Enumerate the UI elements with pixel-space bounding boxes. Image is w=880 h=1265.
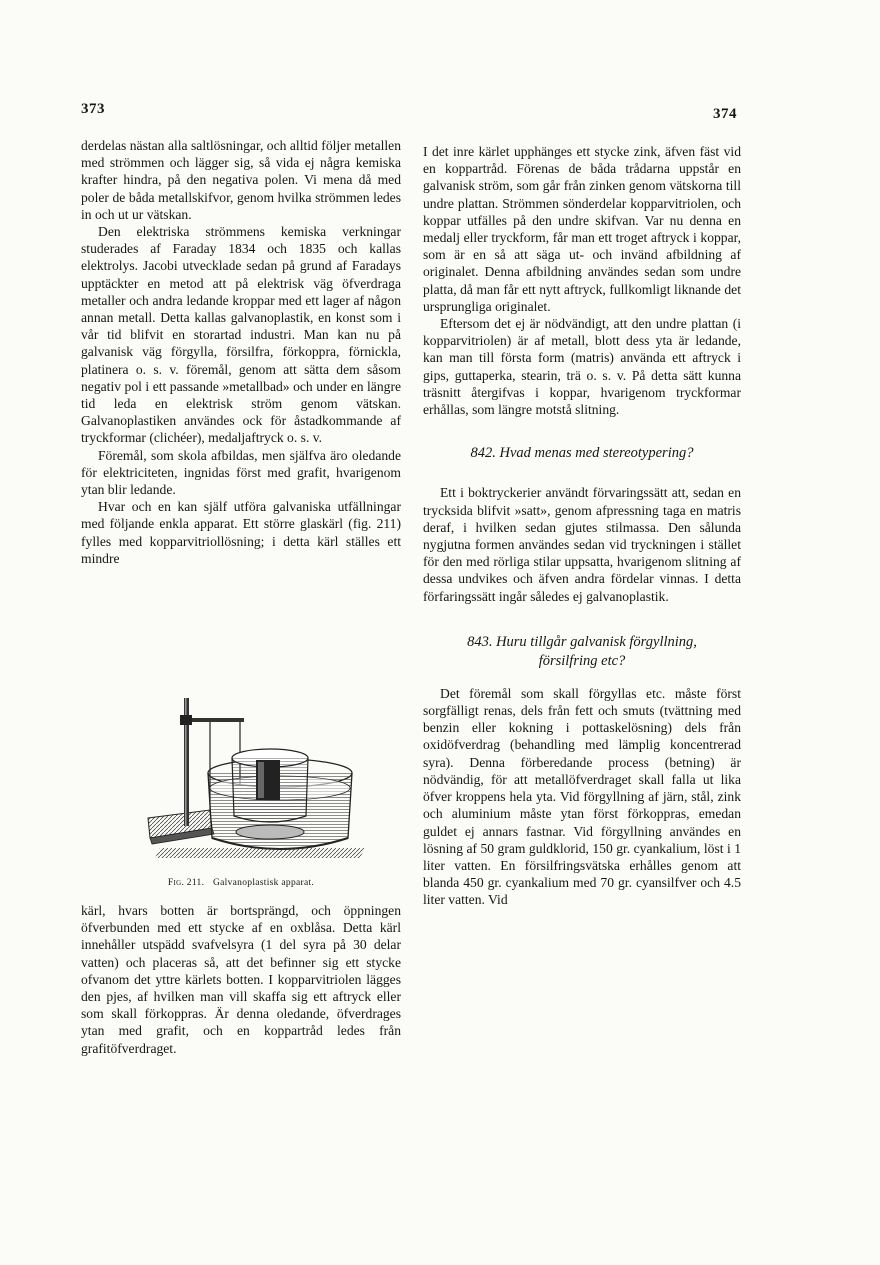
- page-number-left: 373: [81, 101, 105, 117]
- paragraph: Hvar och en kan själf utföra galvaniska utfällningar med följande enkla apparat. Ett större glaskärl (fig. 211) fylles med kopparvitriollösning; i detta kärl ställes ett mindre: [81, 499, 401, 566]
- paragraph: kärl, hvars botten är bortsprängd, och öppningen öfverbunden med ett stycke af en oxblåsa. Detta kärl innehåller utspädd svafvelsyra (1 del syra på 30 delar vatten) och placeras så, att det befinner sig ett stycke ofvanom det yttre kärlets botten. I kopparvitriolen lägges den pjes, af hvilken man vill skaffa sig ett aftryck eller som skall förkoppras. Är denna oledande, öfverdrages ytan med grafit, och en koppartråd ledes från grafitöfverdraget.: [81, 903, 401, 1056]
- paragraph: derdelas nästan alla saltlösningar, och alltid följer metallen med strömmen och lägger sig, så vida ej några kemiska krafter hindra, på den negativa polen. Vi mena då med poler de båda metallskifvor, genom hvilka strömmen ledes in och ut ur vätskan.: [81, 138, 401, 222]
- right-column: [423, 143, 741, 909]
- paragraph: Ett i boktryckerier användt förvaringssätt att, sedan en trycksida blifvit »satt», genom afpressning taga en matris deraf, i hvilken sedan gjutes stilmassa. Den sålunda nygjutna formen användes sedan vid tryckningen i stället för den med rörliga stilar uppsatta, hvarigenom slitning af dessa undvikes och äfven andra fördelar vinnas. I detta förfaringssätt ingår således ej galvanoplastik.: [423, 485, 741, 604]
- heading-line: försilfring etc?: [538, 652, 626, 669]
- left-column-top: [81, 137, 401, 567]
- figure-galvanoplastic-apparatus: [140, 688, 370, 873]
- paragraph: Det föremål som skall förgyllas etc. måste först sorgfälligt renas, dels från fett och smuts (tvättning med benzin eller kokning i pottaskelösning) dels från oxidöfverdrag (behandling med lämplig koncentrerad syra). Denna förberedande process (betning) är nödvändig, för att metallöfverdraget skall falla ut lika öfver kroppens hela yta. Vid förgyllning af järn, stål, zink och aluminium måste ytan först förkoppras, emedan guldet ej annars fastnar. Vid förgyllning användes en lösning af 50 gram guldklorid, 150 gr. cyankalium, löst i 1 liter vatten. En försilfringsvätska erhålles genom att blanda 450 gr. cyankalium med 70 gr. cyansilfver och 4.5 liter vatten. Vid: [423, 685, 741, 908]
- left-column-bottom: [81, 902, 401, 1057]
- paragraph: Föremål, som skola afbildas, men själfva äro oledande för elektriciteten, ingnidas först med grafit, hvarigenom ytan blir ledande.: [81, 447, 401, 498]
- figure-number: Fig. 211.: [167, 878, 205, 888]
- section-heading-843: [423, 633, 741, 671]
- paragraph: Den elektriska strömmens kemiska verkningar studerades af Faraday 1834 och 1835 och kallas elektrolys. Jacobi utvecklade sedan på grund af Faradays upptäckter en metod att på elektrisk väg öfverdraga metaller och andra ledande kroppar med ett lager af någon annan metall. Detta kallas galvanoplastik, en konst som i vår tid blifvit en storartad industri. Man kan nu på galvanisk väg förgylla, försilfra, förkoppra, förnickla, platinera o. s. v. föremål, genom att sätta dem såsom negativ pol i ett passande »metallbad» och under en längre tid leda en elektrisk ström genom vätskan. Galvanoplastiken användes ock för åstadkommande af tryckformar (clichéer), medaljaftryck o. s. v.: [81, 224, 401, 446]
- paragraph: I det inre kärlet upphänges ett stycke zink, äfven fäst vid en koppartråd. Förenas de båda trådarna uppstår en galvanisk ström, som går från zinken genom vätskorna till undre plattan. Strömmen sönderdelar kopparvitriolen, och koppar utfälles på den undre skifvan. Var nu denna en medalj eller tryckform, får man ett troget aftryck i koppar, som är en så att säga ut- och invänd afbildning af originalet. Denna afbildning användes sedan som undre platta, då man får ett nytt aftryck, fullkomligt liknande det ursprungliga originalet.: [423, 144, 741, 314]
- paragraph: Eftersom det ej är nödvändigt, att den undre plattan (i kopparvitriolen) är af metall, blott dess yta är ledande, kan man till första form (matris) använda ett aftryck i gips, guttaperka, stearin, trä o. s. v. På detta sätt kunna träsnitt återgifvas i koppar, hvarigenom tryckformar erhållas, som längre motstå slitning.: [423, 316, 741, 418]
- page-number-right: 374: [713, 106, 737, 122]
- section-heading-842: 842. Hvad menas med stereotypering?: [470, 445, 694, 462]
- figure-caption-text: Galvanoplastisk apparat.: [212, 878, 315, 888]
- heading-line: 843. Huru tillgår galvanisk förgyllning,: [467, 633, 697, 650]
- apparatus-illustration: [140, 688, 370, 873]
- figure-caption: [81, 878, 401, 888]
